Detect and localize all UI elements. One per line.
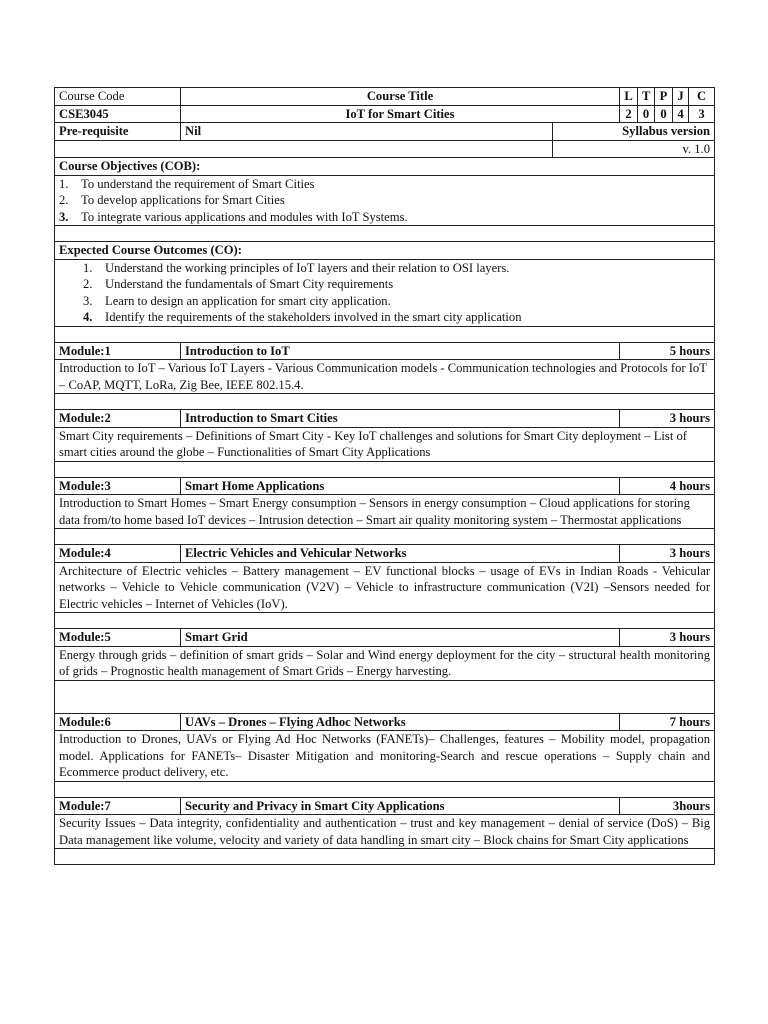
item-text: To develop applications for Smart Cities bbox=[81, 193, 285, 207]
item-text: To understand the requirement of Smart Cities bbox=[81, 176, 315, 191]
outcomes-list bbox=[59, 260, 710, 326]
module-title: Introduction to Smart Cities bbox=[181, 410, 620, 428]
module-hours: 4 hours bbox=[620, 477, 715, 495]
module-7-content-row bbox=[55, 815, 715, 849]
item-number: 3. bbox=[59, 209, 69, 224]
module-title: Smart Home Applications bbox=[181, 477, 620, 495]
module-content: Introduction to Smart Homes – Smart Energy consumption – Sensors in energy consumption – Cloud applications for storing data from/to home based IoT devices – Intrusion detection – Smart air quality monitoring system – Thermostat applications bbox=[55, 495, 715, 529]
module-label: Module:6 bbox=[55, 713, 181, 731]
outcomes-list-cell bbox=[55, 259, 715, 326]
item-text: Learn to design an application for smart city application. bbox=[105, 293, 391, 308]
course-code-label: Course Code bbox=[55, 88, 181, 106]
module-1-content-row bbox=[55, 360, 715, 394]
module-hours: 3 hours bbox=[620, 629, 715, 647]
objectives-list bbox=[59, 176, 710, 226]
module-hours: 3 hours bbox=[620, 545, 715, 563]
module-content: Security Issues – Data integrity, confidentiality and authentication – trust and key management – denial of service (DoS) – Big Data management like volume, velocity and variety of data handling in smart city – Block chains for Smart City applications bbox=[55, 815, 715, 849]
module-2-header-row bbox=[55, 410, 715, 428]
course-title: IoT for Smart Cities bbox=[181, 105, 620, 123]
objectives-list-cell bbox=[55, 175, 715, 226]
list-item bbox=[59, 260, 710, 277]
spacer-row bbox=[55, 226, 715, 242]
item-text: To integrate various applications and modules with IoT Systems. bbox=[81, 209, 408, 224]
module-label: Module:1 bbox=[55, 342, 181, 360]
module-3-content-row bbox=[55, 495, 715, 529]
j-value: 4 bbox=[673, 105, 689, 123]
l-label: L bbox=[620, 88, 638, 106]
module-content: Energy through grids – definition of smart grids – Solar and Wind energy deployment for the city – structural health monitoring of grids – Prognostic health management of Smart Grids – Energy harvesting. bbox=[55, 646, 715, 680]
outcomes-heading-row bbox=[55, 242, 715, 260]
item-text: Understand the working principles of IoT layers and their relation to OSI layers. bbox=[105, 260, 510, 275]
item-number: 2. bbox=[59, 193, 69, 207]
module-content: Smart City requirements – Definitions of Smart City - Key IoT challenges and solutions for Smart City deployment – List of smart cities around the globe – Functionalities of Smart City Applications bbox=[55, 427, 715, 461]
t-label: T bbox=[638, 88, 655, 106]
version-blank bbox=[55, 140, 553, 158]
list-item bbox=[59, 293, 710, 310]
module-label: Module:5 bbox=[55, 629, 181, 647]
module-label: Module:4 bbox=[55, 545, 181, 563]
spacer-row bbox=[55, 781, 715, 797]
module-title: Smart Grid bbox=[181, 629, 620, 647]
outcomes-row bbox=[55, 259, 715, 326]
item-text: Identify the requirements of the stakeholders involved in the smart city application bbox=[105, 310, 522, 324]
syllabus-table bbox=[54, 87, 715, 865]
header-values-row bbox=[55, 105, 715, 123]
spacer-row bbox=[55, 394, 715, 410]
prereq-value: Nil bbox=[181, 123, 553, 141]
header-labels-row bbox=[55, 88, 715, 106]
spacer-row bbox=[55, 326, 715, 342]
module-hours: 7 hours bbox=[620, 713, 715, 731]
course-title-label: Course Title bbox=[181, 88, 620, 106]
p-label: P bbox=[655, 88, 673, 106]
module-title: Introduction to IoT bbox=[181, 342, 620, 360]
spacer-row bbox=[55, 461, 715, 477]
spacer-row bbox=[55, 680, 715, 713]
module-hours: 3 hours bbox=[620, 410, 715, 428]
module-4-header-row bbox=[55, 545, 715, 563]
objectives-heading: Course Objectives (COB): bbox=[55, 158, 715, 176]
l-value: 2 bbox=[620, 105, 638, 123]
module-6-header-row bbox=[55, 713, 715, 731]
list-item bbox=[59, 309, 710, 326]
item-number: 2. bbox=[83, 277, 93, 291]
objectives-heading-row bbox=[55, 158, 715, 176]
spacer-row bbox=[55, 613, 715, 629]
prereq-row bbox=[55, 123, 715, 141]
list-item bbox=[59, 276, 710, 293]
list-item bbox=[59, 176, 710, 193]
module-content: Introduction to Drones, UAVs or Flying Ad Hoc Networks (FANETs)– Challenges, features – Mobility model, propagation model. Applications for FANETs– Disaster Mitigation and monitoring-Search and rescue operations – Supply chain and Ecommerce product delivery, etc. bbox=[55, 731, 715, 782]
module-hours: 3hours bbox=[620, 797, 715, 815]
objectives-row bbox=[55, 175, 715, 226]
module-6-content-row bbox=[55, 731, 715, 782]
outcomes-heading: Expected Course Outcomes (CO): bbox=[55, 242, 715, 260]
module-5-content-row bbox=[55, 646, 715, 680]
module-title: Security and Privacy in Smart City Applications bbox=[181, 797, 620, 815]
prereq-label: Pre-requisite bbox=[55, 123, 181, 141]
module-content: Introduction to IoT – Various IoT Layers - Various Communication models - Communication technologies and Protocols for IoT – CoAP, MQTT, LoRa, Zig Bee, IEEE 802.15.4. bbox=[55, 360, 715, 394]
module-7-header-row bbox=[55, 797, 715, 815]
course-code: CSE3045 bbox=[55, 105, 181, 123]
module-label: Module:2 bbox=[55, 410, 181, 428]
module-title: Electric Vehicles and Vehicular Networks bbox=[181, 545, 620, 563]
list-item bbox=[59, 209, 710, 226]
list-item bbox=[59, 192, 710, 209]
j-label: J bbox=[673, 88, 689, 106]
syllabus-version: v. 1.0 bbox=[553, 140, 715, 158]
syllabus-version-label: Syllabus version bbox=[553, 123, 715, 141]
module-3-header-row bbox=[55, 477, 715, 495]
module-label: Module:7 bbox=[55, 797, 181, 815]
p-value: 0 bbox=[655, 105, 673, 123]
module-5-header-row bbox=[55, 629, 715, 647]
module-content: Architecture of Electric vehicles – Battery management – EV functional blocks – usage of EVs in Indian Roads - Vehicular networks – Vehicle to Vehicle communication (V2V) – Vehicle to infrastructure communication (V2I) –Sensors needed for Electric vehicles – Internet of Vehicles (IoV). bbox=[55, 562, 715, 613]
module-4-content-row bbox=[55, 562, 715, 613]
module-2-content-row bbox=[55, 427, 715, 461]
item-number: 3. bbox=[83, 293, 93, 308]
spacer-row bbox=[55, 849, 715, 865]
module-hours: 5 hours bbox=[620, 342, 715, 360]
item-text: Understand the fundamentals of Smart City requirements bbox=[105, 277, 394, 291]
module-1-header-row bbox=[55, 342, 715, 360]
spacer-row bbox=[55, 529, 715, 545]
t-value: 0 bbox=[638, 105, 655, 123]
syllabus-page bbox=[54, 87, 714, 865]
item-number: 1. bbox=[59, 176, 69, 191]
item-number: 1. bbox=[83, 260, 93, 275]
version-row bbox=[55, 140, 715, 158]
module-label: Module:3 bbox=[55, 477, 181, 495]
c-value: 3 bbox=[689, 105, 715, 123]
module-title: UAVs – Drones – Flying Adhoc Networks bbox=[181, 713, 620, 731]
c-label: C bbox=[689, 88, 715, 106]
item-number: 4. bbox=[83, 310, 93, 324]
